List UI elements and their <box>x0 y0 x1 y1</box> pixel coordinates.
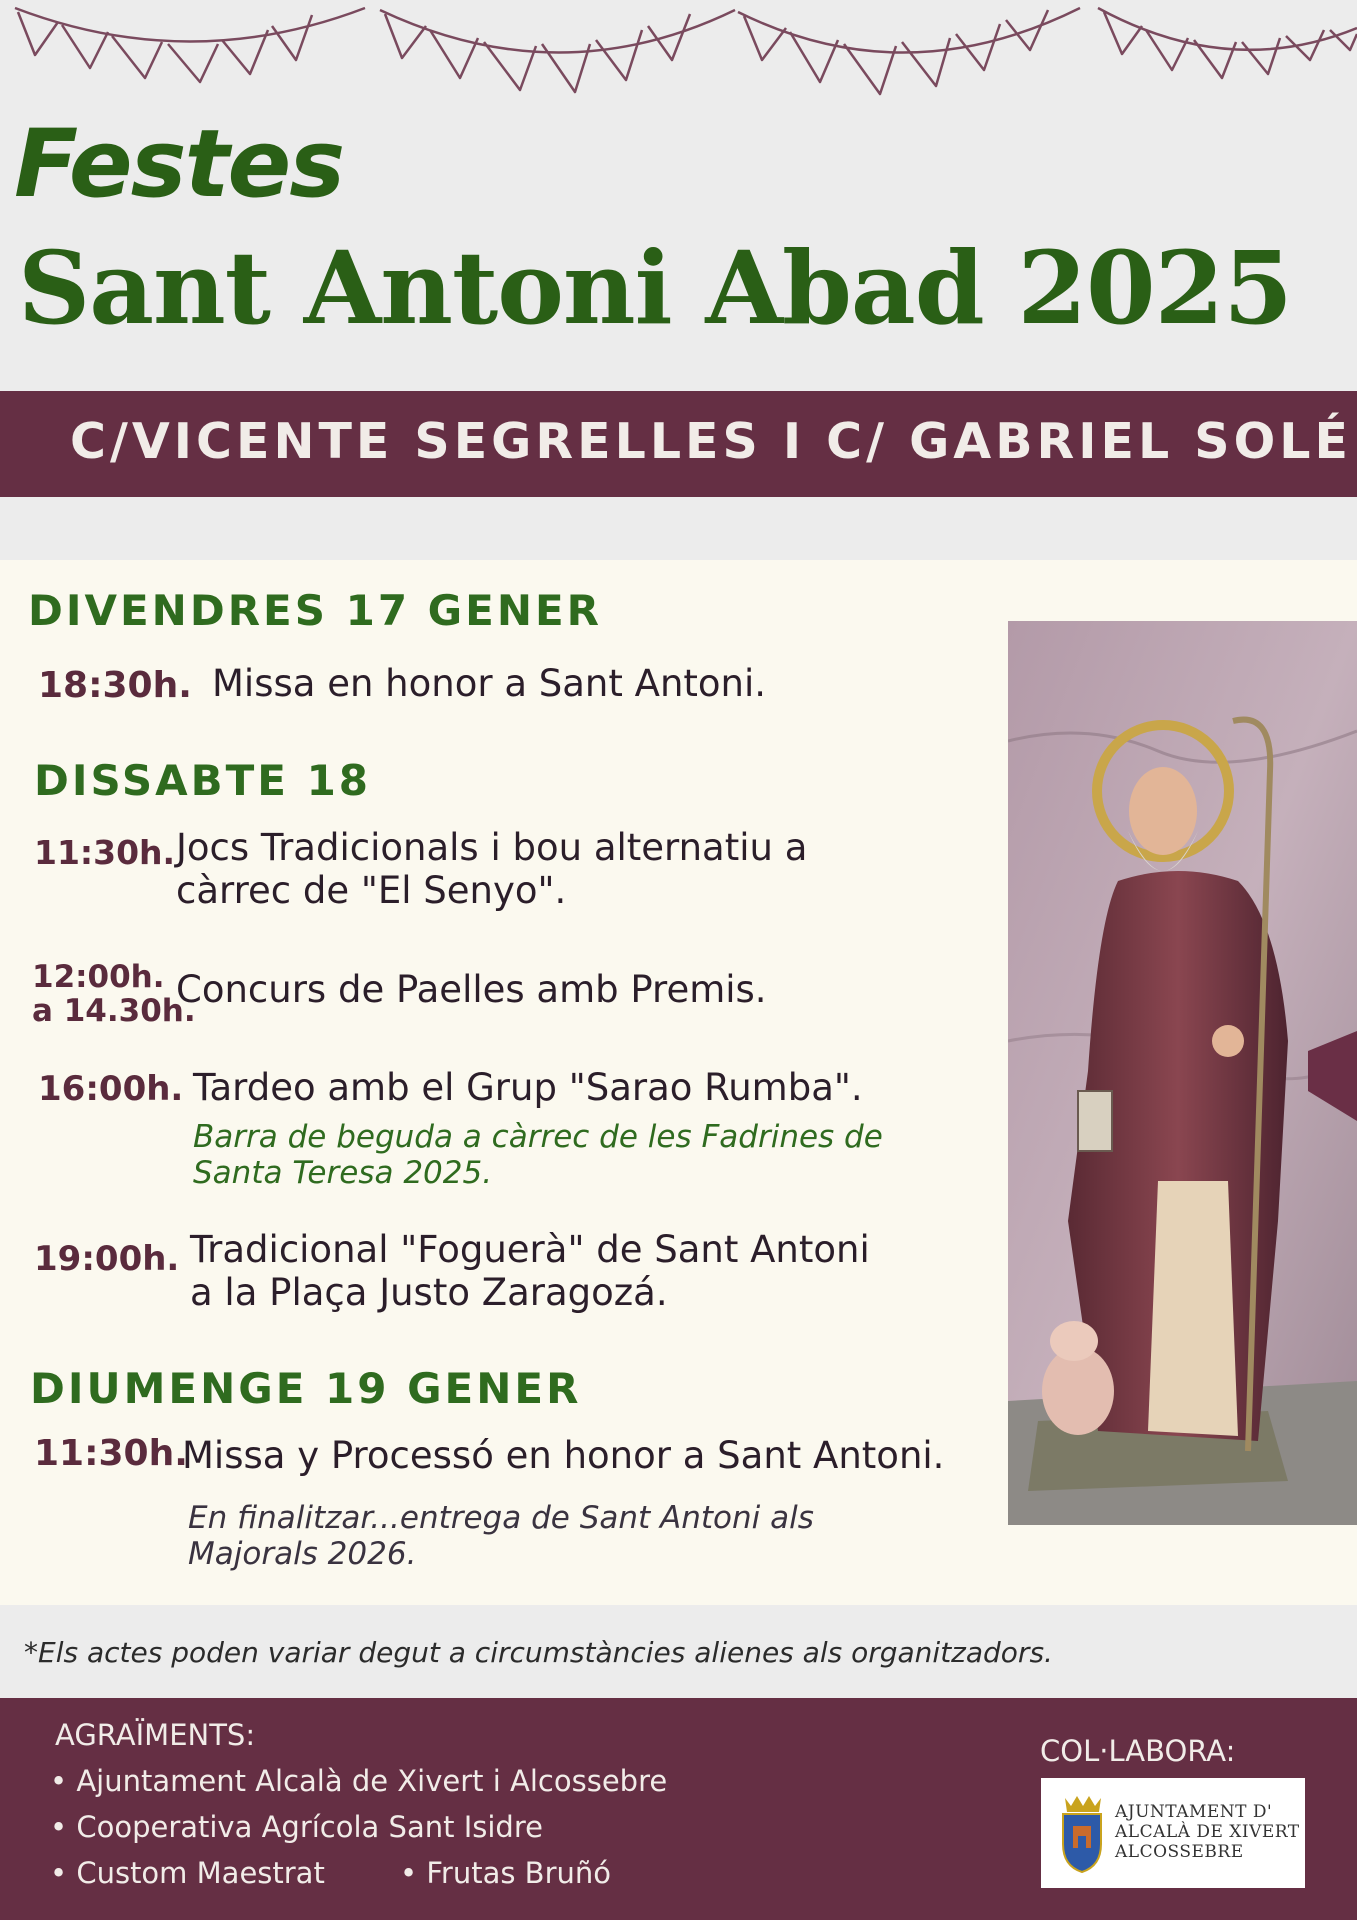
street-banner <box>0 391 1357 497</box>
day-heading-friday: DIVENDRES 17 GENER <box>28 586 603 635</box>
street-names: C/VICENTE SEGRELLES I C/ GABRIEL SOLÉ <box>70 413 1352 470</box>
title-festes: Festes <box>14 110 344 219</box>
event-time-start: 12:00h. <box>32 959 165 995</box>
logo-text: AJUNTAMENT D' ALCALÀ DE XIVERT ALCOSSEBRE <box>1115 1802 1300 1862</box>
acknowledgements-title: AGRAÏMENTS: <box>55 1718 256 1752</box>
saint-statue-photo <box>1008 621 1357 1525</box>
acknowledgement-item: • Frutas Bruñó <box>400 1856 611 1890</box>
footer <box>0 1698 1357 1920</box>
event-text: Jocs Tradicionals i bou alternatiu a càrrec de "El Senyo". <box>176 826 808 912</box>
event-time: 11:30h. <box>34 833 176 872</box>
event-note: En finalitzar...entrega de Sant Antoni als Majorals 2026. <box>188 1500 814 1572</box>
day-heading-sunday: DIUMENGE 19 GENER <box>30 1364 582 1413</box>
collaborates-title: COL·LABORA: <box>1040 1734 1236 1768</box>
event-text: Missa en honor a Sant Antoni. <box>212 662 767 705</box>
event-time-end: a 14.30h. <box>32 993 196 1029</box>
event-note: Barra de beguda a càrrec de les Fadrines de Santa Teresa 2025. <box>193 1119 883 1191</box>
event-text: Concurs de Paelles amb Premis. <box>176 968 767 1011</box>
acknowledgement-item: • Cooperativa Agrícola Sant Isidre <box>50 1810 543 1844</box>
disclaimer: *Els actes poden variar degut a circumstàncies alienes als organitzadors. <box>24 1636 1053 1669</box>
town-council-logo <box>1041 1778 1305 1888</box>
day-heading-saturday: DISSABTE 18 <box>34 756 372 805</box>
event-text: Tradicional "Foguerà" de Sant Antoni a la Plaça Justo Zaragozá. <box>190 1228 870 1314</box>
event-time: 16:00h. <box>38 1069 184 1109</box>
event-text: Tardeo amb el Grup "Sarao Rumba". <box>193 1066 863 1109</box>
acknowledgement-item: • Custom Maestrat <box>50 1856 325 1890</box>
event-text: Missa y Processó en honor a Sant Antoni. <box>182 1434 945 1477</box>
acknowledgement-item: • Ajuntament Alcalà de Xivert i Alcossebre <box>50 1764 668 1798</box>
event-time: 19:00h. <box>34 1239 180 1279</box>
event-time: 18:30h. <box>38 665 192 706</box>
event-time: 11:30h. <box>34 1433 188 1474</box>
coat-of-arms-icon <box>1059 1794 1105 1874</box>
page-title: Sant Antoni Abad 2025 <box>18 229 1292 347</box>
